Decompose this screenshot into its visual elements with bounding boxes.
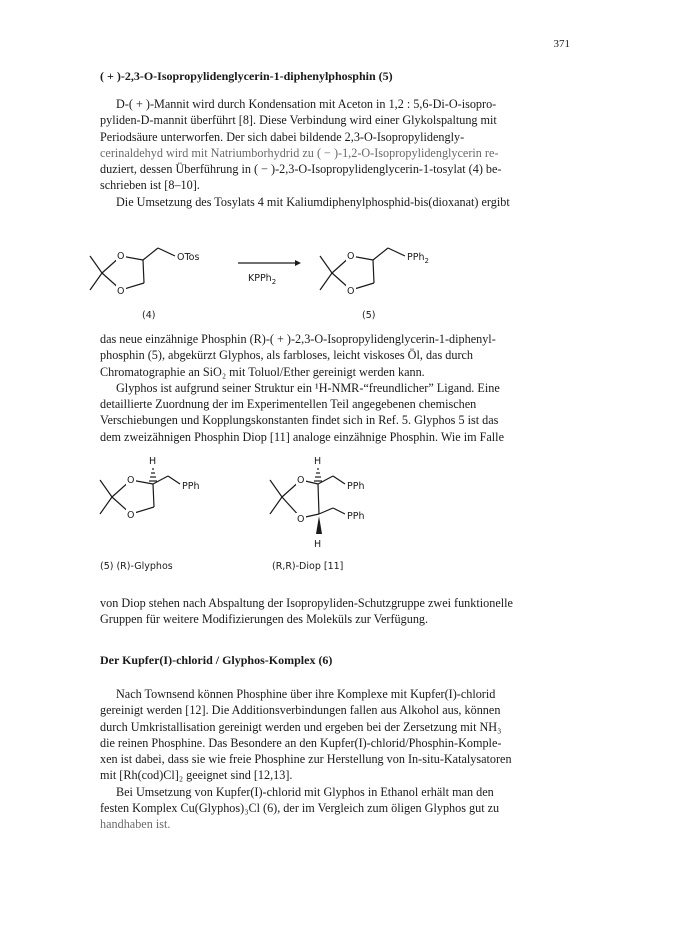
- text-line: Glyphos ist aufgrund seiner Struktur ein ¹H-NMR-“freundlicher” Ligand. Eine: [116, 380, 500, 395]
- text-line: dem zweizähnigen Phosphin Diop [11] analoge einzähnige Phosphin. Wie im Falle: [100, 429, 504, 444]
- text-line: D-( + )-Mannit wird durch Kondensation mit Aceton in 1,2 : 5,6-Di-O-isopro-: [116, 97, 497, 111]
- atom-label: O: [117, 286, 125, 297]
- atom-label: H: [149, 456, 157, 467]
- section-heading-glyphos: ( + )-2,3-O-Isopropylidenglycerin-1-diphenylphosphin (5): [100, 69, 393, 83]
- text-line: Bei Umsetzung von Kupfer(I)-chlorid mit Glyphos in Ethanol erhält man den: [116, 784, 494, 799]
- ligand-structures: [90, 452, 420, 552]
- atom-label: O: [127, 510, 135, 521]
- atom-label: O: [117, 251, 125, 262]
- section-heading-complex: Der Kupfer(I)-chlorid / Glyphos-Komplex (6): [100, 653, 333, 667]
- text-line: Verschiebungen und Kopplungskonstanten findet sich in Ref. 5. Glyphos 5 ist das: [100, 413, 499, 428]
- text-line: Gruppen für weitere Modifizierungen des Moleküls zur Verfügung.: [100, 612, 429, 627]
- paragraph-glyphos: [100, 331, 582, 445]
- diop-structure: [270, 469, 345, 518]
- text-line: handhaben ist.: [100, 817, 171, 832]
- compound-label-5: (5): [362, 310, 376, 320]
- paragraph-diop: [100, 595, 582, 628]
- reagent-label: KPPh$_2$: [248, 273, 277, 286]
- glyphos-structure: [100, 469, 180, 514]
- atom-label: O: [127, 475, 135, 486]
- text-line: von Diop stehen nach Abspaltung der Isopropyliden-Schutzgruppe zwei funktionelle: [100, 596, 513, 610]
- text-line: Nach Townsend können Phosphine über ihre Komplexe mit Kupfer(I)-chlorid: [116, 687, 496, 701]
- caption-diop: (R,R)-Diop [11]: [272, 561, 344, 572]
- text-line: duziert, dessen Überführung in ( − )-2,3-O-Isopropylidenglycerin-1-tosylat (4) be-: [100, 162, 502, 177]
- group-label: PPh: [347, 511, 365, 522]
- text-line: Die Umsetzung des Tosylats 4 mit Kaliumdiphenylphosphid-bis(dioxanat) ergibt: [116, 194, 510, 209]
- text-line: gereinigt werden [12]. Die Additionsverbindungen fallen aus Alkohol aus, können: [100, 703, 501, 718]
- text-line: schrieben ist [8–10].: [100, 178, 200, 193]
- atom-label: O: [297, 475, 305, 486]
- reactant-structure: [90, 248, 175, 290]
- text-line: xen ist dabei, dass sie wie freie Phosphine zur Herstellung von In-situ-Katalysatoren: [100, 752, 512, 767]
- atom-label: H: [314, 539, 322, 550]
- reactant-group-label: OTos: [177, 252, 200, 263]
- page-number: 371: [553, 38, 570, 50]
- wedge-bond-icon: [316, 516, 322, 534]
- text-line: festen Komplex Cu(Glyphos)₃Cl (6), der im Vergleich zum öligen Glyphos gut zu: [100, 801, 500, 816]
- text-line: die reinen Phosphine. Das Besondere an den Kupfer(I)-chlorid/Phosphin-Komple-: [100, 735, 502, 750]
- atom-label: O: [347, 251, 355, 262]
- text-line: phosphin (5), abgekürzt Glyphos, als farbloses, leicht viskoses Öl, das durch: [100, 348, 474, 363]
- text-line: detaillierte Zuordnung der im Experimentellen Teil angegebenen chemischen: [100, 397, 477, 412]
- text-line: pyliden-D-mannit überführt [8]. Diese Verbindung wird einer Glykolspaltung mit: [100, 113, 497, 128]
- paragraph-complex: [100, 686, 582, 833]
- text-line: durch Umkristallisation gereinigt werden und ergeben bei der Zersetzung mit NH₃: [100, 719, 502, 734]
- text-line: Periodsäure unterworfen. Der sich dabei bildende 2,3-O-Isopropylidengly-: [100, 129, 465, 144]
- text-line: das neue einzähnige Phosphin (R)-( + )-2,3-O-Isopropylidenglycerin-1-diphenyl-: [100, 332, 496, 346]
- product-structure: [320, 248, 405, 290]
- reaction-arrow-icon: [238, 260, 301, 266]
- caption-glyphos: (5) (R)-Glyphos: [100, 561, 173, 572]
- product-group-label: PPh$_2$: [407, 252, 429, 265]
- atom-label: O: [297, 514, 305, 525]
- group-label: PPh: [182, 481, 200, 492]
- group-label: PPh: [347, 481, 365, 492]
- paragraph-synthesis: [100, 96, 582, 210]
- atom-label: O: [347, 286, 355, 297]
- compound-label-4: (4): [142, 310, 156, 320]
- text-line: cerinaldehyd wird mit Natriumborhydrid zu ( − )-1,2-O-Isopropylidenglycerin re-: [100, 145, 499, 160]
- text-line: Chromatographie an SiO₂ mit Toluol/Ether gereinigt werden kann.: [100, 364, 425, 379]
- atom-label: H: [314, 456, 322, 467]
- text-line: mit [Rh(cod)Cl]₂ geeignet sind [12,13].: [100, 768, 293, 783]
- reaction-scheme: [80, 228, 500, 320]
